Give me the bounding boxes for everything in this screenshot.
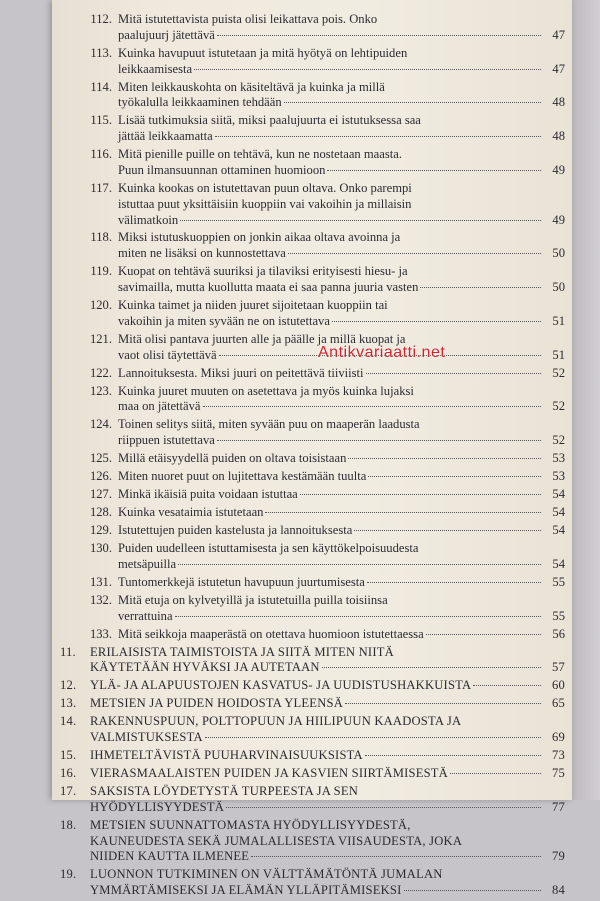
dot-leader — [217, 35, 541, 36]
dot-leader — [322, 667, 541, 668]
entry-title-line: Mitä seikkoja maaperästä on otettava huomioon istutettaessa — [118, 626, 424, 641]
entry-title-line: Mitä etuja on kylvetyillä ja istutetuilla puilla toisiinsa — [118, 592, 388, 607]
page-number: 77 — [552, 799, 565, 814]
page-number: 55 — [552, 608, 565, 623]
toc-entry — [60, 366, 565, 382]
page-number: 51 — [552, 347, 565, 362]
dot-leader — [368, 476, 541, 477]
page-number: 51 — [552, 313, 565, 328]
entry-number: 127. — [89, 487, 112, 502]
toc-entry — [60, 593, 565, 625]
entry-number: 125. — [89, 451, 112, 466]
entry-title-line: METSIEN JA PUIDEN HOIDOSTA YLEENSÄ — [90, 696, 343, 711]
toc-entry — [60, 298, 565, 330]
dot-leader — [175, 616, 541, 617]
dot-leader — [284, 102, 541, 103]
dot-leader — [367, 582, 541, 583]
entry-title-line: Kuinka vesataimia istutetaan — [118, 505, 264, 520]
page-number: 52 — [552, 365, 565, 380]
dot-leader — [345, 703, 541, 704]
dot-leader — [226, 807, 541, 808]
page-number: 65 — [552, 696, 565, 711]
entry-number: 129. — [89, 523, 112, 538]
dot-leader — [348, 458, 541, 459]
entry-number: 16. — [60, 766, 77, 781]
dot-leader — [404, 890, 542, 891]
entry-number: 116. — [90, 147, 112, 162]
page-number: 50 — [552, 246, 565, 261]
entry-title-line: vakoihin ja miten syvään ne on istutettava — [118, 313, 330, 328]
dot-leader — [178, 564, 541, 565]
dot-leader — [450, 773, 541, 774]
entry-title-line: savimailla, mutta kuollutta maata ei saa panna juuria vasten — [118, 280, 419, 295]
toc-section-entry — [60, 714, 565, 746]
entry-number: 131. — [89, 574, 112, 589]
entry-title-line: Lisää tutkimuksia siitä, miksi paalujuurta ei istutuksessa saa — [118, 113, 421, 128]
toc-entry — [60, 451, 565, 467]
entry-title-line: VIERASMAALAISTEN PUIDEN JA KASVIEN SIIRTÄMISESTÄ — [90, 766, 448, 781]
toc-entry — [60, 113, 565, 145]
dot-leader — [420, 287, 541, 288]
entry-number: 123. — [89, 383, 112, 398]
toc-entry — [60, 12, 565, 44]
entry-title-line: Miten nuoret puut on lujitettava kestämään tuulta — [118, 469, 367, 484]
entry-title-line: välimatkoin — [118, 212, 179, 227]
page-number: 49 — [552, 162, 565, 177]
toc-entry — [60, 230, 565, 262]
entry-title-line: ERILAISISTA TAIMISTOISTA JA SIITÄ MITEN NIITÄ — [90, 644, 394, 659]
toc-entry — [60, 384, 565, 416]
toc-entry — [60, 505, 565, 521]
toc-entry — [60, 332, 565, 364]
entry-number: 120. — [89, 298, 112, 313]
page-number: 48 — [552, 95, 565, 110]
entry-number: 112. — [90, 12, 112, 26]
entry-title-line: Kuinka havupuut istutetaan ja mitä hyötyä on lehtipuiden — [118, 45, 408, 60]
entry-number: 124. — [89, 417, 112, 432]
toc-entry — [60, 147, 565, 179]
entry-number: 17. — [60, 784, 77, 799]
toc-entry — [60, 469, 565, 485]
toc-section-entry — [60, 818, 565, 865]
entry-title-line: työkalulla leikkaaminen tehdään — [118, 95, 282, 110]
page-number: 55 — [552, 574, 565, 589]
dot-leader — [265, 512, 541, 513]
entry-title-line: Puiden uudelleen istuttamisesta ja sen käyttökelpoisuudesta — [118, 541, 419, 556]
entry-title-line: Mitä pienille puille on tehtävä, kun ne nostetaan maasta. — [118, 147, 402, 162]
page-number: 53 — [552, 469, 565, 484]
entry-number: 19. — [60, 867, 77, 882]
entry-number: 119. — [90, 264, 112, 279]
toc-entry — [60, 575, 565, 591]
toc-section-entry — [60, 748, 565, 764]
entry-title-line: istuttaa puut yksittäisiin kuoppiin vai vakoihin ja millaisin — [118, 196, 412, 211]
dot-leader — [473, 685, 541, 686]
entry-number: 118. — [90, 230, 112, 245]
dot-leader — [194, 69, 541, 70]
entry-number: 11. — [60, 644, 76, 659]
entry-number: 121. — [89, 331, 112, 346]
page-number: 69 — [552, 730, 565, 745]
entry-title-line: SAKSISTA LÖYDETYSTÄ TURPEESTA JA SEN — [90, 784, 359, 799]
entry-title-line: Lannoituksesta. Miksi juuri on peitettävä tiiviisti — [118, 365, 364, 380]
entry-number: 113. — [90, 45, 112, 60]
table-of-contents — [60, 12, 565, 901]
entry-title-line: KÄYTETÄÄN HYVÄKSI JA AUTETAAN — [90, 660, 320, 675]
page-number: 48 — [552, 129, 565, 144]
page-number: 54 — [552, 487, 565, 502]
entry-title-line: jättää leikkaamatta — [118, 129, 213, 144]
page-number: 57 — [552, 660, 565, 675]
page-number: 84 — [552, 883, 565, 898]
toc-entry — [60, 487, 565, 503]
entry-number: 122. — [89, 365, 112, 380]
entry-title-line: Kuinka taimet ja niiden juuret sijoitetaan kuoppiin tai — [118, 298, 388, 313]
toc-section-entry — [60, 696, 565, 712]
page-number: 52 — [552, 399, 565, 414]
entry-title-line: Mitä istutettavista puista olisi leikattava pois. Onko — [118, 12, 378, 26]
dot-leader — [217, 440, 541, 441]
entry-title-line: HYÖDYLLISYYDESTÄ — [90, 799, 225, 814]
page-number: 49 — [552, 212, 565, 227]
toc-entry — [60, 264, 565, 296]
entry-number: 115. — [90, 113, 112, 128]
entry-title-line: Millä etäisyydellä puiden on oltava toisistaan — [118, 451, 347, 466]
toc-entry — [60, 80, 565, 112]
entry-title-line: metsäpuilla — [118, 556, 177, 571]
watermark: Antikvariaatti.net — [318, 344, 446, 361]
dot-leader — [365, 755, 541, 756]
entry-title-line: Mitä olisi pantava juurten alle ja päälle ja millä kuopat ja — [118, 331, 406, 346]
entry-title-line: Kuinka kookas on istutettavan puun oltava. Onko parempi — [118, 180, 412, 195]
toc-entry — [60, 417, 565, 449]
entry-title-line: RAKENNUSPUUN, POLTTOPUUN JA HIILIPUUN KAADOSTA JA — [90, 714, 462, 729]
entry-number: 114. — [90, 79, 112, 94]
entry-title-line: vaot olisi täytettävä — [118, 347, 217, 362]
entry-title-line: NIIDEN KAUTTA ILMENEE — [90, 849, 250, 864]
entry-title-line: verrattuina — [118, 608, 173, 623]
page-number: 73 — [552, 748, 565, 763]
dot-leader — [332, 321, 541, 322]
entry-title-line: paalujuurj jätettävä — [118, 27, 215, 42]
entry-title-line: Kuinka juuret muuten on asetettava ja myös kuinka lujaksi — [118, 383, 414, 398]
entry-number: 132. — [89, 592, 112, 607]
toc-entry — [60, 523, 565, 539]
entry-title-line: YMMÄRTÄMISEKSI JA ELÄMÄN YLLÄPITÄMISEKSI — [90, 883, 402, 898]
page-number: 75 — [552, 766, 565, 781]
entry-title-line: Miksi istutuskuoppien on jonkin aikaa oltava avoinna ja — [118, 230, 401, 245]
toc-section-entry — [60, 766, 565, 782]
entry-number: 13. — [60, 696, 77, 711]
entry-number: 117. — [90, 180, 112, 195]
dot-leader — [288, 253, 541, 254]
dot-leader — [205, 737, 541, 738]
page-number: 50 — [552, 280, 565, 295]
entry-title-line: Miten leikkauskohta on käsiteltävä ja kuinka ja millä — [118, 79, 385, 94]
entry-number: 126. — [89, 469, 112, 484]
entry-title-line: YLÄ- JA ALAPUUSTOJEN KASVATUS- JA UUDISTUSHAKKUISTA — [90, 678, 472, 693]
book-edge — [572, 0, 600, 800]
entry-title-line: riippuen istutettava — [118, 433, 215, 448]
toc-entry — [60, 541, 565, 573]
dot-leader — [180, 220, 541, 221]
entry-number: 128. — [89, 505, 112, 520]
entry-title-line: VALMISTUKSESTA — [90, 730, 203, 745]
dot-leader — [354, 530, 541, 531]
entry-title-line: Tuntomerkkejä istutetun havupuun juurtumisesta — [118, 574, 365, 589]
toc-entry — [60, 627, 565, 643]
toc-section-entry — [60, 645, 565, 677]
entry-title-line: Kuopat on tehtävä suuriksi ja tilaviksi erityisesti hiesu- ja — [118, 264, 408, 279]
toc-entry — [60, 46, 565, 78]
entry-number: 130. — [89, 541, 112, 556]
entry-title-line: miten ne lisäksi on kunnostettava — [118, 246, 286, 261]
dot-leader — [251, 856, 541, 857]
page-number: 54 — [552, 505, 565, 520]
entry-number: 12. — [60, 678, 77, 693]
entry-number: 133. — [89, 626, 112, 641]
dot-leader — [366, 373, 541, 374]
dot-leader — [203, 406, 541, 407]
toc-section-entry — [60, 867, 565, 899]
entry-title-line: KAUNEUDESTA SEKÄ JUMALALLISESTA VIISAUDESTA, JOKA — [90, 833, 463, 848]
toc-section-entry — [60, 678, 565, 694]
dot-leader — [327, 170, 541, 171]
page-number: 47 — [552, 61, 565, 76]
entry-title-line: Minkä ikäisiä puita voidaan istuttaa — [118, 487, 298, 502]
entry-title-line: Istutettujen puiden kastelusta ja lannoituksesta — [118, 523, 353, 538]
page-number: 53 — [552, 451, 565, 466]
page-number: 79 — [552, 849, 565, 864]
page-number: 56 — [552, 626, 565, 641]
dot-leader — [300, 494, 541, 495]
entry-number: 18. — [60, 817, 77, 832]
dot-leader — [426, 634, 541, 635]
entry-number: 14. — [60, 714, 77, 729]
page-number: 54 — [552, 556, 565, 571]
entry-title-line: IHMETELTÄVISTÄ PUUHARVINAISUUKSISTA — [90, 748, 363, 763]
book-page — [52, 0, 572, 898]
page-number: 60 — [552, 678, 565, 693]
entry-number: 15. — [60, 748, 77, 763]
toc-entry — [60, 181, 565, 228]
entry-title-line: METSIEN SUUNNATTOMASTA HYÖDYLLISYYDESTÄ, — [90, 817, 411, 832]
page-number: 47 — [552, 27, 565, 42]
dot-leader — [215, 136, 541, 137]
entry-title-line: Puun ilmansuunnan ottaminen huomioon — [118, 162, 326, 177]
entry-title-line: maa on jätettävä — [118, 399, 201, 414]
entry-title-line: leikkaamisesta — [118, 61, 193, 76]
entry-title-line: LUONNON TUTKIMINEN ON VÄLTTÄMÄTÖNTÄ JUMALAN — [90, 867, 443, 882]
page-number: 52 — [552, 433, 565, 448]
page-number: 54 — [552, 523, 565, 538]
entry-title-line: Toinen selitys siitä, miten syvään puu on maaperän laadusta — [118, 417, 420, 432]
